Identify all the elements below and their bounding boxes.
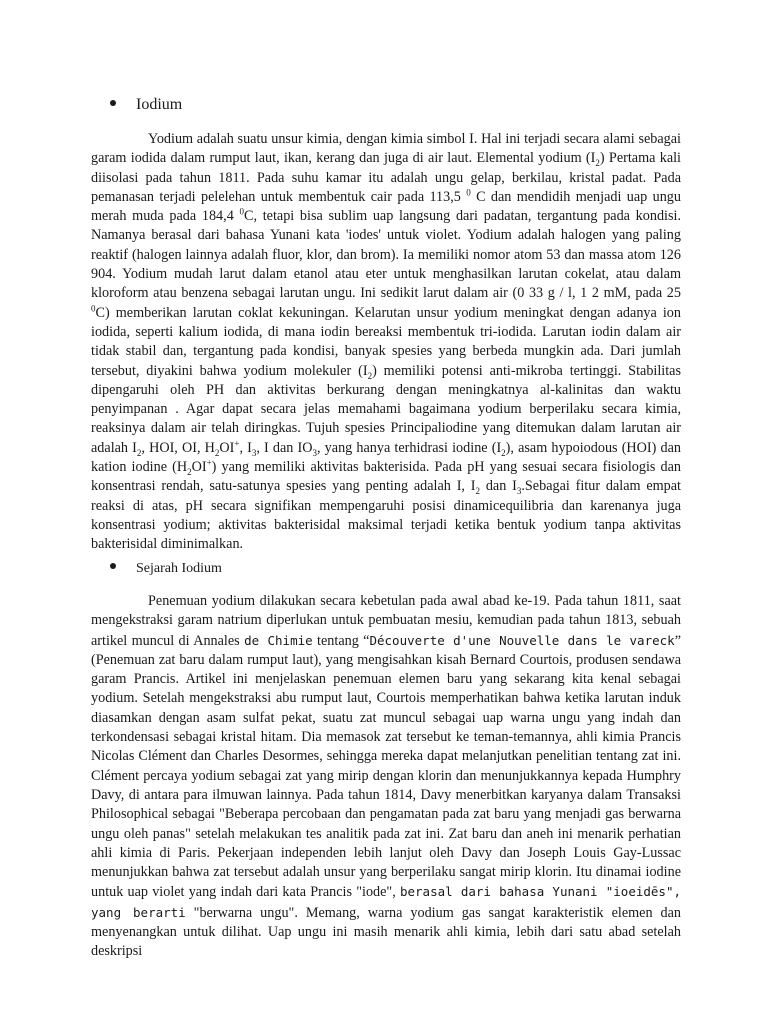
text-run: ), asam hypoiodous (HOI) dan kation iodine (H (91, 439, 681, 476)
subsection-paragraph (91, 592, 681, 962)
text-run: 2 (214, 447, 220, 458)
text-run: 3 (312, 447, 317, 458)
text-run: ) Pertama kali diisolasi pada tahun 1811. Pada suhu kamar itu adalah ungu gelap, berkilau, kristal padat. Pada pemanasan terjadi pelelehan untuk membentuk cair pada 113,5 (91, 150, 681, 205)
text-run: 3 (516, 486, 522, 497)
text-run: .Sebagai fitur dalam empat reaksi di atas, pH secara signifikan mempengaruhi posisi dinamicequilibria dan karenanya juga konsentrasi yodium; aktivitas bakterisidal maksimal terjadi ketika bentuk yodium tanpa aktivitas bakterisidal diminimalkan. (91, 478, 682, 553)
text-run: ” (Penemuan zat baru dalam rumput laut), yang mengisahkan kisah Bernard Courtois, produsen sendawa garam Prancis. Artikel ini menjelaskan penemuan elemen baru yang sekarang kita kenal sebagai yodium. Setelah mengekstraksi abu rumput laut, Courtois memperhatikan bahwa ketika larutan induk diasamkan dengan asam sulfat pekat, suatu zat muncul sebagai uap warna ungu yang indah dan terkondensasi sebagai kristal hitam. Dia memasok zat tersebut ke teman-temannya, ahli kimia Prancis Nicolas Clément dan Charles Desormes, sehingga mereka dapat melanjutkan penelitian tentang zat ini. Clément percaya yodium sebagai zat yang mirip dengan klorin dan menunjukkannya kepada Humphry Davy, di antara para ilmuwan lainnya. Pada tahun 1814, Davy menerbitkan karyanya dalam Transaksi Philosophical sebagai "Beberapa percobaan dan pengamatan pada zat baru yang menjadi gas berwarna ungu oleh panas" setelah melakukan tes analitik pada zat ini. Zat baru dan aneh ini menarik perhatian ahli kimia di Paris. Pekerjaan independen lebih lanjut oleh Davy dan Joseph Louis Gay-Lussac menunjukkan bahwa zat tersebut adalah unsur yang berperilaku sangat mirip klorin. Itu dinamai iodine untuk uap violet yang indah dari kata Prancis "iode", (91, 632, 682, 901)
section-heading (110, 96, 182, 114)
text-run: C, tetapi bisa sublim uap langsung dari padatan, tergantung pada kondisi. Namanya berasal dari bahasa Yunani kata 'iodes' untuk violet. Yodium adalah halogen yang paling reaktif (halogen lainnya adalah fluor, klor, dan brom). Ia memiliki nomor atom 53 dan massa atom 126 904. Yodium mudah larut dalam etanol atau eter untuk menghasilkan larutan cokelat, atau dalam kloroform atau benzena sebagai larutan ungu. Ini sedikit larut dalam air (0 33 g / l, 1 2 mM, pada 25 (91, 208, 682, 302)
text-run: ) yang memiliki aktivitas bakterisida. Pada pH yang sesuai secara fisiologis dan konsentrasi rendah, satu-satunya spesies yang penting adalah I, I (91, 459, 681, 495)
text-run: C) memberikan larutan coklat kekuningan. Kelarutan unsur yodium meningkat dengan adanya ion iodida, seperti kalium iodida, di mana iodin bereaksi membentuk tri-iodida. Larutan iodin dalam air tidak stabil dan, tergantung pada kondisi, banyak spesies yang berbeda mungkin ada. Dari jumlah tersebut, diyakini bahwa yodium molekuler (I (91, 304, 681, 379)
subsection-title: Sejarah Iodium (136, 561, 222, 576)
text-run: 0 (466, 187, 471, 198)
text-run: 2 (475, 486, 481, 497)
bullet-icon (110, 563, 116, 569)
bullet-icon (110, 100, 116, 106)
text-run: ) memiliki potensi anti-mikroba tertinggi. Stabilitas dipengaruhi oleh PH dan aktivitas berkurang dengan meningkatnya al-kalinitas dan waktu penyimpanan . Agar dapat secara jelas memahami bagaimana yodium berperilaku secara kimia, reaksinya dalam air telah diringkas. Tujuh spesies Principaliodine yang ditemukan dalam larutan air adalah I (91, 362, 681, 456)
text-run: 0 (91, 302, 96, 313)
section-title: Iodium (136, 96, 183, 113)
text-run: Penemuan yodium dilakukan secara kebetulan pada awal abad ke-19. Pada tahun 1811, saat mengekstraksi garam natrium diperlukan untuk pembuatan mesiu, kemudian pada tahun 1813, sebuah artikel muncul di Annales (91, 593, 681, 649)
section-paragraph (91, 130, 681, 555)
subsection-heading (110, 561, 222, 577)
text-run: de Chimie (244, 632, 313, 648)
text-run: 2 (136, 447, 142, 458)
text-run: 2 (501, 447, 506, 458)
text-run: dan I (480, 478, 517, 495)
text-run: , yang hanya terhidrasi iodine (I (317, 439, 502, 456)
text-run: OI (219, 439, 235, 456)
text-run: 2 (595, 158, 600, 169)
text-run: Yodium adalah suatu unsur kimia, dengan kimia simbol I. Hal ini terjadi secara alami sebagai garam iodida dalam rumput laut, ikan, kerang dan juga di air laut. Elemental yodium (I (91, 131, 681, 167)
text-run: 0 (239, 206, 244, 217)
text-run: 2 (187, 466, 192, 477)
text-run: berasal dari bahasa Yunani "ioeidēs", yang berarti (91, 884, 682, 920)
text-run: OI (191, 459, 207, 476)
text-run: , I dan IO (256, 439, 313, 456)
text-run: + (206, 457, 212, 468)
text-run: 3 (251, 447, 257, 458)
text-run: C dan mendidih menjadi uap ungu merah muda pada 184,4 (91, 188, 681, 225)
text-run: , HOI, OI, H (141, 439, 215, 456)
text-run: "berwarna ungu". Memang, warna yodium gas sangat karakteristik elemen dan menyenangkan untuk dilihat. Uap ungu ini masih menarik ahli kimia, lebih dari satu abad setelah deskripsi (91, 904, 682, 960)
text-run: + (234, 438, 240, 449)
text-run: Découverte d'une Nouvelle dans le vareck (369, 632, 675, 648)
text-run: 2 (367, 370, 373, 381)
text-run: tentang “ (312, 632, 370, 649)
text-run: , I (239, 439, 252, 456)
